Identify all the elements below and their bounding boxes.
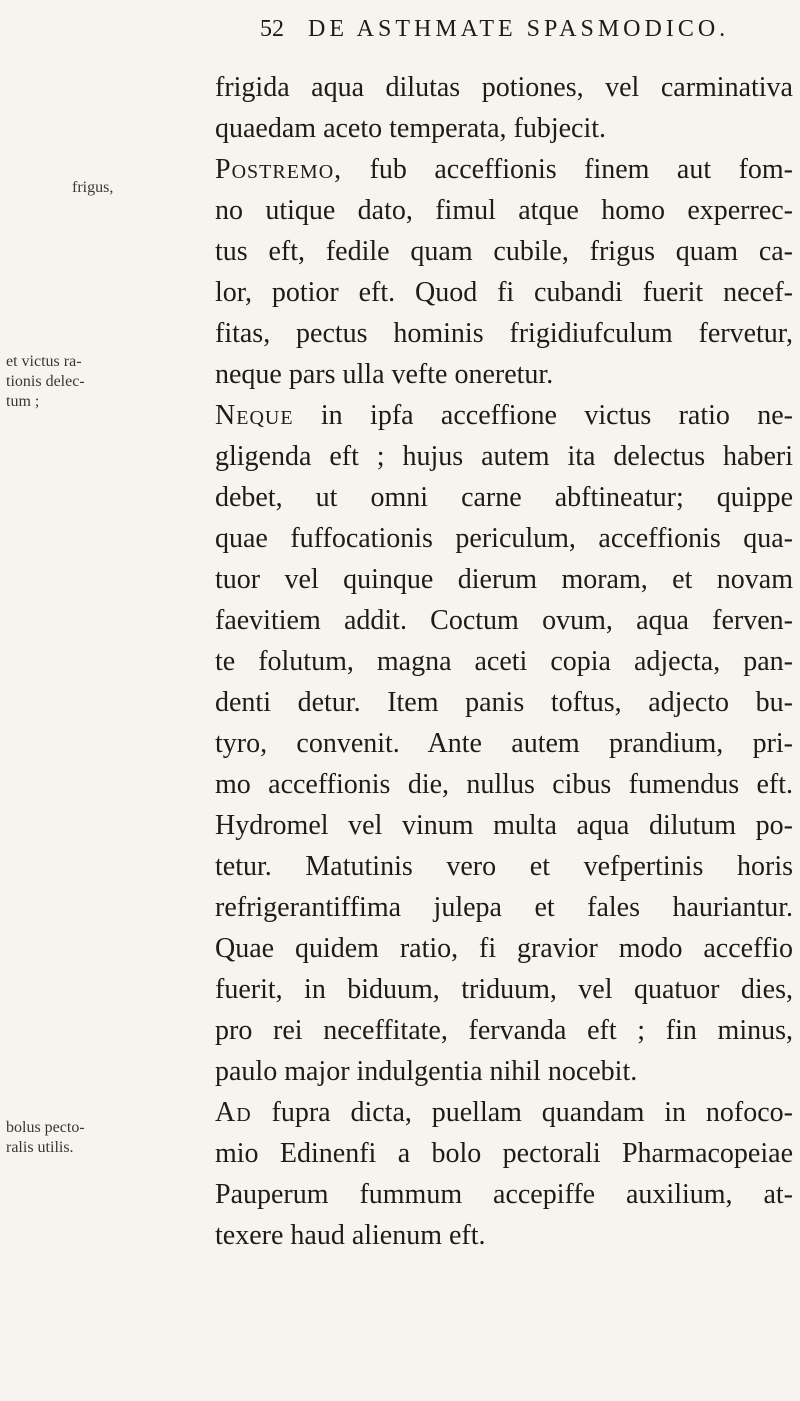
text-line: mio Edinenfi a bolo pectorali Pharmacopeiae: [215, 1138, 793, 1169]
text-line: fitas, pectus hominis frigidiufculum fervetur,: [215, 318, 793, 349]
text-line: frigida aqua dilutas potiones, vel carminativa: [215, 72, 793, 103]
text-line: tus eft, fedile quam cubile, frigus quam ca-: [215, 236, 793, 267]
text-line: mo acceffionis die, nullus cibus fumendus eft.: [215, 769, 793, 800]
margin-note: tionis delec-: [6, 373, 85, 390]
margin-note: bolus pecto-: [6, 1119, 85, 1136]
paragraph-lead: Postremo,: [215, 154, 343, 185]
text-line: lor, potior eft. Quod fi cubandi fuerit necef-: [215, 277, 793, 308]
text-line: tetur. Matutinis vero et vefpertinis horis: [215, 851, 793, 882]
text-line: quae fuffocationis periculum, acceffionis qua-: [215, 523, 793, 554]
text-line: Hydromel vel vinum multa aqua dilutum po-: [215, 810, 793, 841]
margin-note: frigus,: [72, 179, 114, 196]
page-number: 52: [260, 16, 284, 42]
text-line: te folutum, magna aceti copia adjecta, pan-: [215, 646, 793, 677]
text-line: Pauperum fummum accepiffe auxilium, at-: [215, 1179, 793, 1210]
margin-note: tum ;: [6, 393, 40, 410]
text-line: tyro, convenit. Ante autem prandium, pri-: [215, 728, 793, 759]
text-line: Quae quidem ratio, fi gravior modo acceffio: [215, 933, 793, 964]
text-line: denti detur. Item panis toftus, adjecto bu-: [215, 687, 793, 718]
text-line: Neque in ipfa acceffione victus ratio ne-: [215, 400, 793, 431]
margin-note: ralis utilis.: [6, 1139, 74, 1156]
text-line: texere haud alienum eft.: [215, 1220, 486, 1251]
running-header: [260, 16, 729, 43]
text-line: tuor vel quinque dierum moram, et novam: [215, 564, 793, 595]
paragraph-lead: Neque: [215, 400, 294, 431]
margin-note: et victus ra-: [6, 353, 82, 370]
paragraph-lead: Ad: [215, 1097, 252, 1128]
text-line: no utique dato, fimul atque homo experrec-: [215, 195, 793, 226]
text-line: pro rei neceffitate, fervanda eft ; fin minus,: [215, 1015, 793, 1046]
text-line: paulo major indulgentia nihil nocebit.: [215, 1056, 638, 1087]
text-line: faevitiem addit. Coctum ovum, aqua ferven-: [215, 605, 793, 636]
text-line: refrigerantiffima julepa et fales hauriantur.: [215, 892, 793, 923]
text-line: Ad fupra dicta, puellam quandam in nofoco-: [215, 1097, 793, 1128]
text-line: quaedam aceto temperata, fubjecit.: [215, 113, 607, 144]
text-line: Postremo, fub acceffionis finem aut fom-: [215, 154, 793, 185]
running-title: DE ASTHMATE SPASMODICO.: [308, 16, 730, 42]
text-line: fuerit, in biduum, triduum, vel quatuor dies,: [215, 974, 793, 1005]
text-line: debet, ut omni carne abftineatur; quippe: [215, 482, 793, 513]
text-line: gligenda eft ; hujus autem ita delectus haberi: [215, 441, 793, 472]
text-line: neque pars ulla vefte oneretur.: [215, 359, 554, 390]
